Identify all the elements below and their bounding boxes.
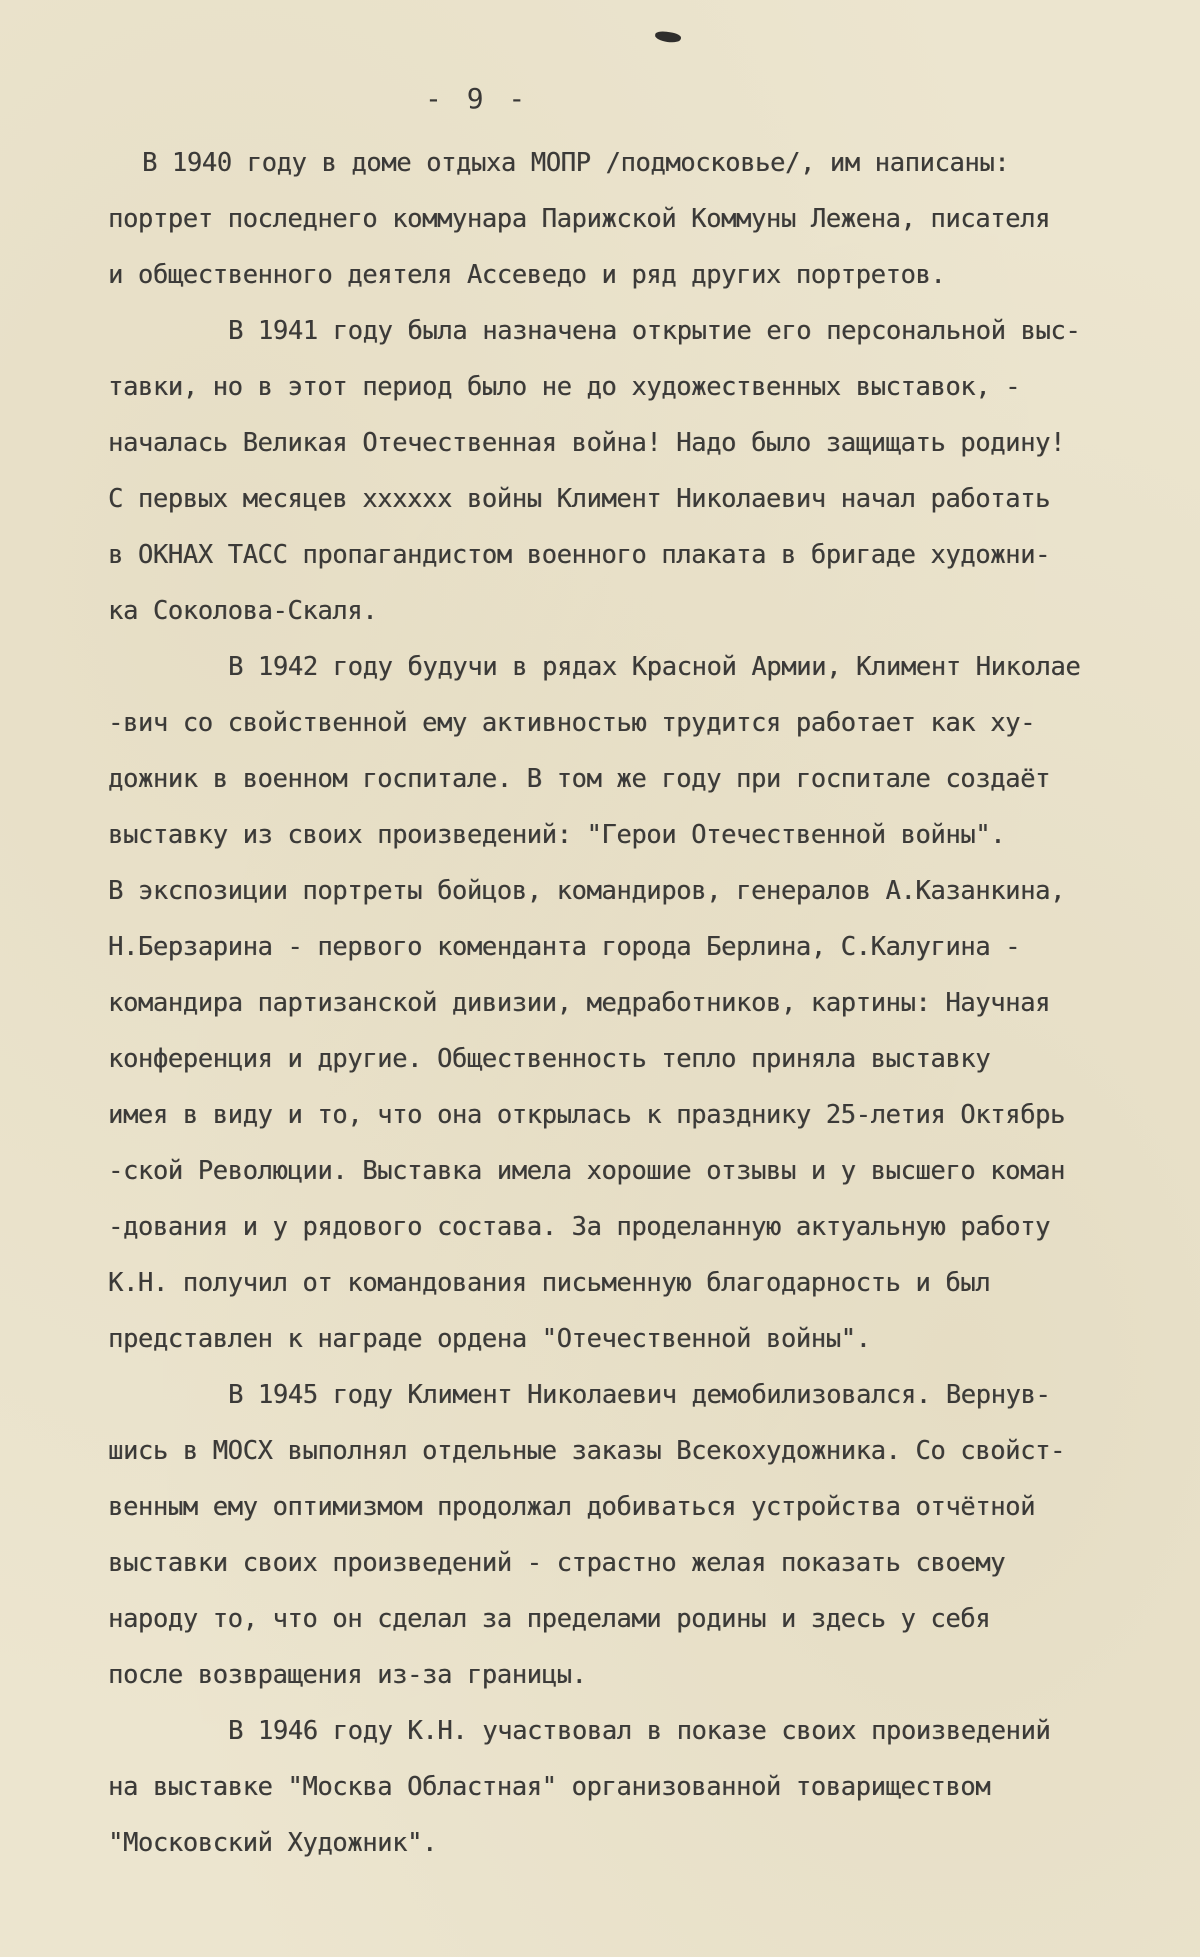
- text-line: народу то, что он сделал за пределами родины и здесь у себя: [108, 1604, 991, 1634]
- text-line: К.Н. получил от командования письменную благодарность и был: [108, 1268, 991, 1298]
- text-line: и общественного деятеля Ассеведо и ряд других портретов.: [108, 260, 946, 290]
- text-line: имея в виду и то, что она открылась к празднику 25-летия Октябрь: [108, 1100, 1065, 1130]
- text-line: тавки, но в этот период было не до художественных выставок, -: [108, 372, 1021, 402]
- text-line: -вич со свойственной ему активностью трудится работает как ху-: [108, 708, 1036, 738]
- text-line: портрет последнего коммунара Парижской Коммуны Лежена, писателя: [108, 204, 1050, 234]
- ink-mark: [654, 30, 681, 44]
- text-line: на выставке "Москва Областная" организованной товариществом: [108, 1772, 991, 1802]
- text-line: -дования и у рядового состава. За проделанную актуальную работу: [108, 1212, 1050, 1242]
- text-line: венным ему оптимизмом продолжал добиваться устройства отчётной: [108, 1492, 1036, 1522]
- text-line: после возвращения из-за границы.: [108, 1660, 587, 1690]
- text-line: выставки своих произведений - страстно желая показать своему: [108, 1548, 1006, 1578]
- text-line: командира партизанской дивизии, медработников, картины: Научная: [108, 988, 1050, 1018]
- page-number: - 9 -: [425, 82, 530, 115]
- text-line: -ской Революции. Выставка имела хорошие отзывы и у высшего коман: [108, 1156, 1065, 1186]
- text-line: ка Соколова-Скаля.: [108, 596, 378, 626]
- text-line: В 1940 году в доме отдыха МОПР /подмосковье/, им написаны:: [142, 148, 1010, 178]
- text-line: дожник в военном госпитале. В том же году при госпитале создаёт: [108, 764, 1050, 794]
- text-line: В 1942 году будучи в рядах Красной Армии, Климент Николае: [228, 652, 1081, 682]
- text-line: конференция и другие. Общественность тепло приняла выставку: [108, 1044, 991, 1074]
- text-line: В экспозиции портреты бойцов, командиров, генералов А.Казанкина,: [108, 876, 1065, 906]
- text-line: В 1946 году К.Н. участвовал в показе своих произведений: [228, 1716, 1051, 1746]
- text-line: "Московский Художник".: [108, 1828, 437, 1858]
- text-line: Н.Берзарина - первого коменданта города Берлина, С.Калугина -: [108, 932, 1021, 962]
- body-text: [108, 135, 1198, 1871]
- text-line: началась Великая Отечественная война! Надо было защищать родину!: [108, 428, 1065, 458]
- text-line: С первых месяцев хххххх войны Климент Николаевич начал работать: [108, 484, 1050, 514]
- text-line: В 1941 году была назначена открытие его персональной выс-: [228, 316, 1081, 346]
- text-line: в ОКНАХ ТАСС пропагандистом военного плаката в бригаде художни-: [108, 540, 1050, 570]
- text-line: выставку из своих произведений: "Герои Отечественной войны".: [108, 820, 1006, 850]
- text-line: представлен к награде ордена "Отечественной войны".: [108, 1324, 871, 1354]
- text-line: шись в МОСХ выполнял отдельные заказы Всекохудожника. Со свойст-: [108, 1436, 1065, 1466]
- text-line: В 1945 году Климент Николаевич демобилизовался. Вернув-: [228, 1380, 1051, 1410]
